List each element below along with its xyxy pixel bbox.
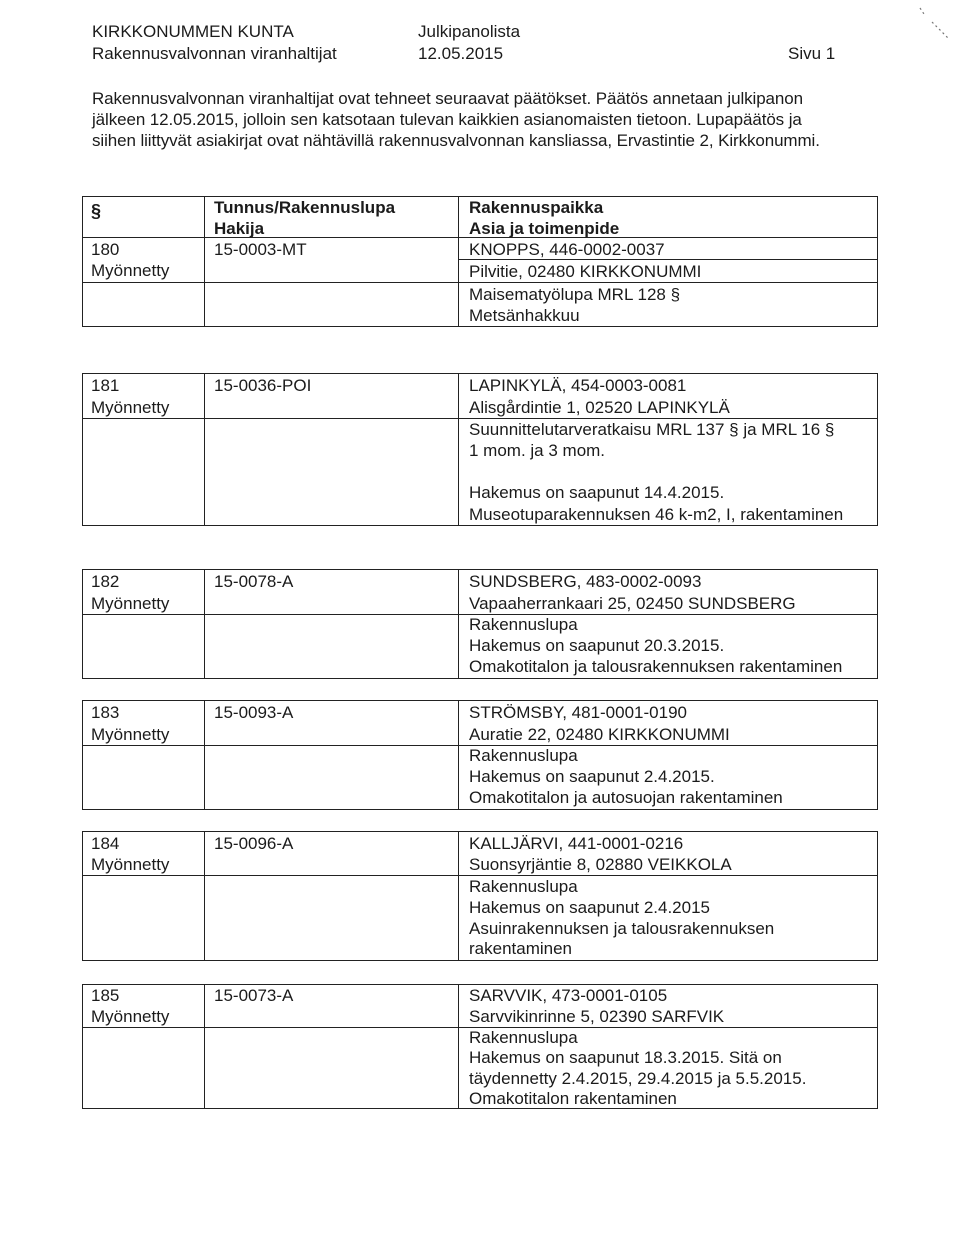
decision-status: Myönnetty (91, 261, 170, 280)
scan-artifact-mark (918, 6, 952, 46)
location-line: Suonsyrjäntie 8, 02880 VEIKKOLA (469, 855, 732, 874)
permit-column (205, 374, 459, 525)
location-line: Rakennuslupa (469, 615, 578, 634)
location-line: Sarvvikinrinne 5, 02390 SARFVIK (469, 1007, 725, 1026)
permit-column (205, 197, 459, 326)
location-line: Rakennuslupa (469, 877, 578, 896)
decision-number-column (83, 832, 205, 960)
location-line: Maisematyölupa MRL 128 § (469, 285, 681, 304)
location-line: STRÖMSBY, 481-0001-0190 (469, 703, 687, 722)
authority-name: Rakennusvalvonnan viranhaltijat (92, 44, 337, 63)
column-header-action: Asia ja toimenpide (469, 219, 620, 238)
permit-id: 15-0093-A (214, 703, 294, 722)
decision-block-185 (82, 984, 878, 1109)
decision-block-184 (82, 831, 878, 961)
location-column (459, 197, 877, 326)
decision-number-column (83, 374, 205, 525)
location-line: KALLJÄRVI, 441-0001-0216 (469, 834, 684, 853)
intro-line: jälkeen 12.05.2015, jolloin sen katsotaan tulevan kaikkien asianomaisten tietoon. Lupapäätös ja (92, 110, 802, 129)
decision-number-column (83, 197, 205, 326)
location-line: Suunnittelutarveratkaisu MRL 137 § ja MRL 16 § (469, 420, 835, 439)
decision-number-column (83, 701, 205, 809)
decision-status: Myönnetty (91, 725, 170, 744)
permit-column (205, 832, 459, 960)
row-divider (83, 418, 877, 419)
location-column (459, 985, 877, 1108)
decision-number: 184 (91, 834, 120, 853)
row-divider (83, 237, 877, 238)
location-line: SUNDSBERG, 483-0002-0093 (469, 572, 702, 591)
row-divider (83, 745, 877, 746)
location-column (459, 832, 877, 960)
location-line: Rakennuslupa (469, 746, 578, 765)
location-line: Hakemus on saapunut 18.3.2015. Sitä on (469, 1048, 782, 1067)
location-line: Omakotitalon rakentaminen (469, 1089, 677, 1108)
decision-block-183 (82, 700, 878, 810)
decision-number: 185 (91, 986, 120, 1005)
location-line: Hakemus on saapunut 2.4.2015. (469, 767, 715, 786)
intro-line: Rakennusvalvonnan viranhaltijat ovat tehneet seuraavat päätökset. Päätös annetaan julkipanon (92, 89, 803, 108)
decision-number-column (83, 570, 205, 678)
location-line: Rakennuslupa (469, 1028, 578, 1047)
column-header-permit: Tunnus/Rakennuslupa (214, 198, 396, 217)
decision-number: 181 (91, 376, 120, 395)
decision-status: Myönnetty (91, 594, 170, 613)
location-line: Omakotitalon ja talousrakennuksen rakentaminen (469, 657, 843, 676)
location-line: Vapaaherrankaari 25, 02450 SUNDSBERG (469, 594, 796, 613)
decision-status: Myönnetty (91, 855, 170, 874)
location-line: KNOPPS, 446-0002-0037 (469, 240, 665, 259)
location-line: Pilvitie, 02480 KIRKKONUMMI (469, 262, 702, 281)
location-line: Alisgårdintie 1, 02520 LAPINKYLÄ (469, 398, 730, 417)
row-divider (83, 1027, 877, 1028)
permit-id: 15-0096-A (214, 834, 294, 853)
permit-id: 15-0036-POI (214, 376, 312, 395)
location-line: Hakemus on saapunut 14.4.2015. (469, 483, 725, 502)
location-line: 1 mom. ja 3 mom. (469, 441, 606, 460)
decision-number-column (83, 985, 205, 1108)
document-date: 12.05.2015 (418, 44, 504, 63)
row-divider (83, 282, 877, 283)
permit-column (205, 701, 459, 809)
page-number: Sivu 1 (788, 44, 836, 63)
row-divider (83, 614, 877, 615)
decision-block-180 (82, 196, 878, 327)
permit-column (205, 570, 459, 678)
location-line: SARVVIK, 473-0001-0105 (469, 986, 668, 1005)
location-column (459, 701, 877, 809)
intro-line: siihen liittyvät asiakirjat ovat nähtävillä rakennusvalvonnan kansliassa, Ervastintie 2, Kirkkonummi. (92, 131, 820, 150)
location-column (459, 374, 877, 525)
intro-paragraph (92, 88, 892, 151)
location-line: Museotuparakennuksen 46 k-m2, I, rakentaminen (469, 505, 844, 524)
column-header-location: Rakennuspaikka (469, 198, 604, 217)
location-line: rakentaminen (469, 939, 573, 958)
decision-number: 180 (91, 240, 120, 259)
permit-id: 15-0003-MT (214, 240, 307, 259)
permit-column (205, 985, 459, 1108)
permit-id: 15-0073-A (214, 986, 294, 1005)
row-divider (83, 875, 877, 876)
location-line: Metsänhakkuu (469, 306, 580, 325)
location-line: täydennetty 2.4.2015, 29.4.2015 ja 5.5.2015. (469, 1069, 807, 1088)
row-divider (459, 259, 877, 260)
decision-number: 183 (91, 703, 120, 722)
section-symbol: § (91, 201, 102, 221)
document-type: Julkipanolista (418, 22, 521, 41)
location-line: Auratie 22, 02480 KIRKKONUMMI (469, 725, 730, 744)
decision-block-181 (82, 373, 878, 526)
location-line: Hakemus on saapunut 2.4.2015 (469, 898, 711, 917)
location-line: Hakemus on saapunut 20.3.2015. (469, 636, 725, 655)
location-line: Omakotitalon ja autosuojan rakentaminen (469, 788, 783, 807)
decision-status: Myönnetty (91, 398, 170, 417)
municipality-name: KIRKKONUMMEN KUNTA (92, 22, 294, 41)
decision-number: 182 (91, 572, 120, 591)
decision-block-182 (82, 569, 878, 679)
permit-id: 15-0078-A (214, 572, 294, 591)
location-line: LAPINKYLÄ, 454-0003-0081 (469, 376, 687, 395)
location-column (459, 570, 877, 678)
column-header-applicant: Hakija (214, 219, 265, 238)
location-line: Asuinrakennuksen ja talousrakennuksen (469, 919, 775, 938)
decision-status: Myönnetty (91, 1007, 170, 1026)
